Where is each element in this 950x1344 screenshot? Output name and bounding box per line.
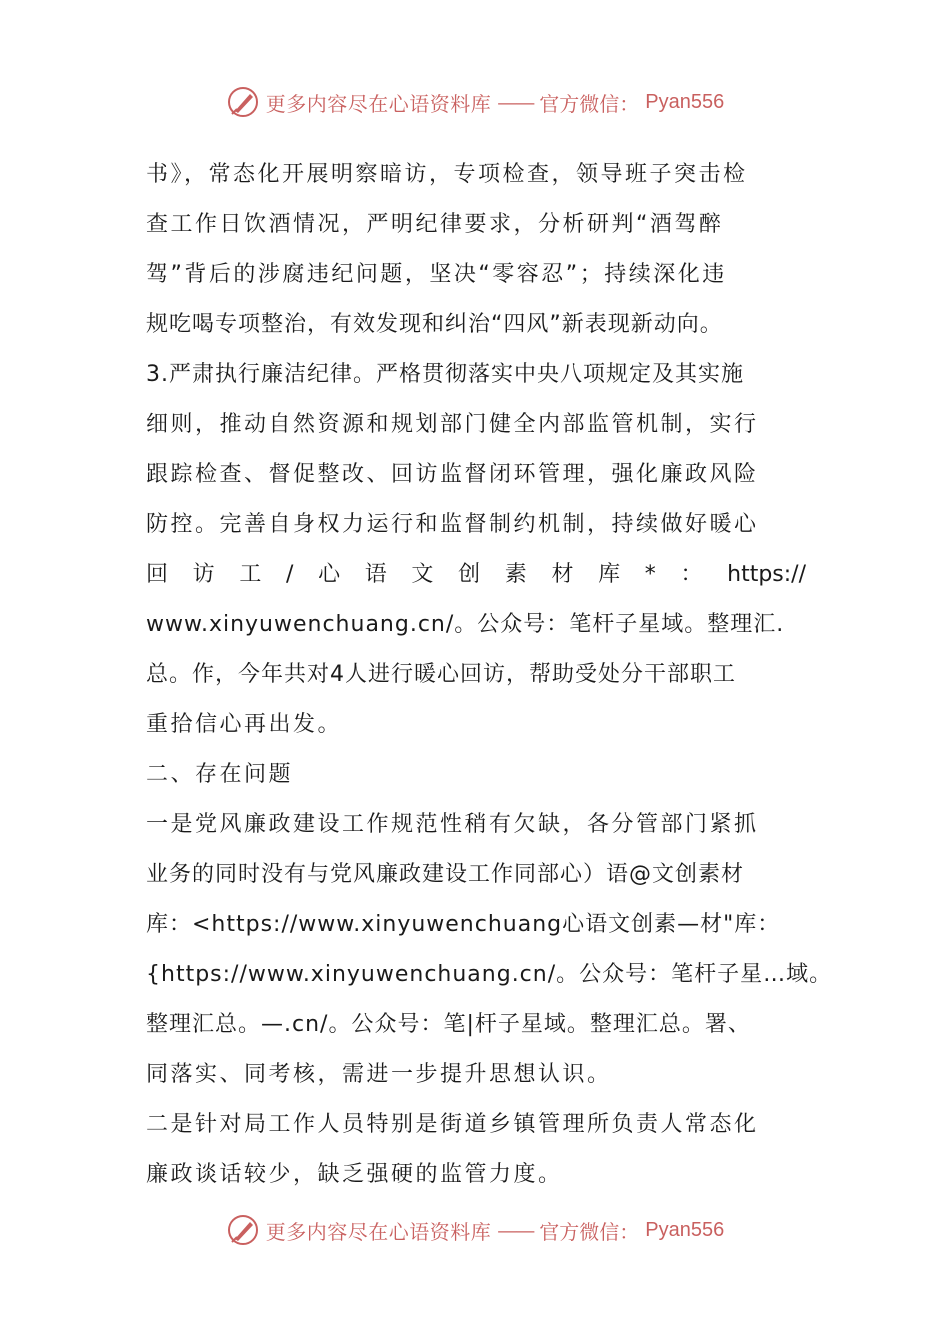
footer-wechat-label: 官方微信：: [539, 1219, 640, 1244]
header-wechat-label: 官方微信：: [539, 91, 640, 116]
body-line: 3.严肃执行廉洁纪律。严格贯彻落实中央八项规定及其实施: [146, 362, 744, 387]
body-line: 业务的同时没有与党风廉政建设工作同部心）语@文创素材: [146, 862, 745, 887]
footer-separator: ——: [497, 1218, 534, 1242]
body-line: 总。作，今年共对4人进行暖心回访，帮助受处分干部职工: [146, 662, 736, 687]
header-separator: ——: [497, 90, 534, 114]
body-line: 防控。完善自身权力运行和监督制约机制，持续做好暖心: [146, 512, 759, 537]
body-line: 整理汇总。—.cn/。公众号：笔|杆子星域。整理汇总。署、: [146, 1012, 751, 1037]
section-heading: 二、存在问题: [146, 762, 294, 787]
body-line: 一是党风廉政建设工作规范性稍有欠缺，各分管部门紧抓: [146, 812, 759, 837]
body-line: 回访工/心语文创素材库*：https://: [146, 562, 806, 587]
body-line: 重拾信心再出发。: [146, 712, 343, 737]
body-line: 驾”背后的涉腐违纪问题，坚决“零容忍”；持续深化违: [146, 262, 727, 287]
body-line: 规吃喝专项整治，有效发现和纠治“四风”新表现新动向。: [146, 312, 723, 337]
footer-slogan: 更多内容尽在心语资料库: [265, 1219, 492, 1244]
body-line: www.xinyuwenchuang.cn/。公众号：笔杆子星域。整理汇.: [146, 612, 785, 637]
body-line: 细则，推动自然资源和规划部门健全内部监管机制，实行: [146, 412, 759, 437]
body-line: 书》，常态化开展明察暗访，专项检查，领导班子突击检: [146, 162, 748, 187]
body-line: 查工作日饮酒情况，严明纪律要求，分析研判“酒驾醉: [146, 212, 724, 237]
body-line: 同落实、同考核，需进一步提升思想认识。: [146, 1062, 612, 1087]
body-line: {https://www.xinyuwenchuang.cn/。公众号：笔杆子星…域。: [146, 962, 833, 987]
quill-logo-icon: [226, 85, 260, 119]
body-line: 廉政谈话较少，缺乏强硬的监管力度。: [146, 1162, 563, 1187]
quill-logo-icon: [226, 1213, 260, 1247]
body-line: 库：<https://www.xinyuwenchuang心语文创素—材"库：: [146, 912, 781, 937]
header-wechat-id: Pyan556: [645, 90, 725, 113]
footer-wechat-id: Pyan556: [645, 1218, 725, 1241]
footer-banner: [0, 1210, 950, 1250]
header-banner: [0, 82, 950, 122]
body-line: 跟踪检查、督促整改、回访监督闭环管理，强化廉政风险: [146, 462, 759, 487]
body-line: 二是针对局工作人员特别是街道乡镇管理所负责人常态化: [146, 1112, 759, 1137]
header-slogan: 更多内容尽在心语资料库: [265, 91, 492, 116]
document-body: [146, 150, 833, 1200]
